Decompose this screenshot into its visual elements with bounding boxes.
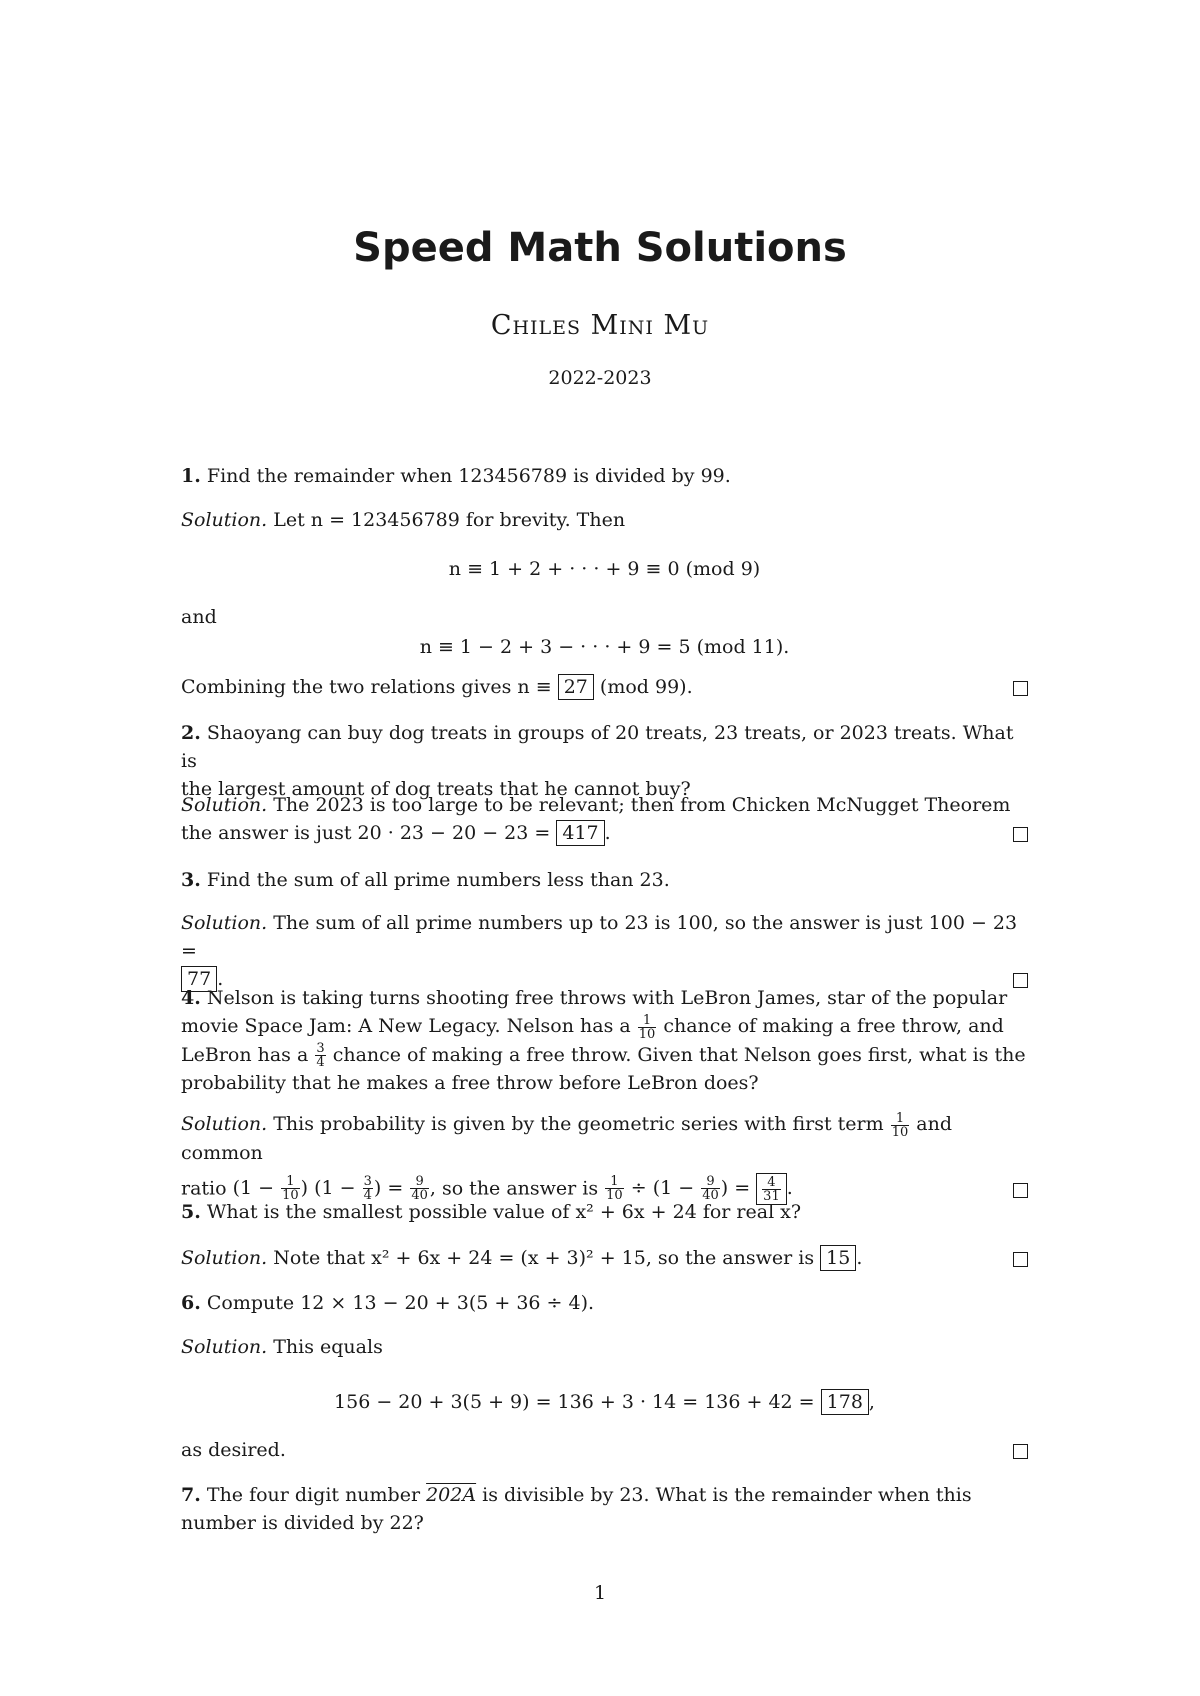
problem-6-solution-intro	[181, 1333, 1028, 1361]
problem-number: 6.	[181, 1292, 201, 1314]
solution-label: Solution.	[181, 912, 268, 934]
problem-4-solution	[181, 1110, 1028, 1205]
solution-text-mid: so the answer is	[441, 1176, 599, 1199]
conclusion-text-post: (mod 99).	[599, 676, 693, 698]
problem-number: 1.	[181, 465, 201, 487]
problem-number: 2.	[181, 722, 201, 744]
solution-text-post: and common	[181, 1113, 953, 1164]
problem-1-question	[181, 462, 1028, 490]
solution-text: Note that x² + 6x + 24 = (x + 3)² + 15, so the answer is	[273, 1247, 815, 1269]
question-text-line2: movie Space Jam: A New Legacy. Nelson has a	[181, 1015, 631, 1037]
answer-box: 15	[820, 1245, 856, 1271]
solution-label: Solution.	[181, 794, 268, 816]
page-number: 1	[593, 1582, 607, 1604]
question-text-line4: probability that he makes a free throw before LeBron does?	[181, 1072, 759, 1094]
qed-square-icon	[1013, 1444, 1028, 1459]
closing-text: as desired.	[181, 1439, 286, 1461]
problem-6-closing	[181, 1436, 1028, 1464]
fraction-one-tenth: $\frac{1}{10}$	[638, 1012, 656, 1042]
author: Chiles Mini Mu	[490, 310, 710, 341]
question-text-line3: LeBron has a	[181, 1043, 309, 1066]
answer-box: 27	[558, 674, 594, 700]
problem-number: 5.	[181, 1201, 201, 1223]
answer-box: 417	[556, 820, 604, 846]
problem-4-question	[181, 984, 1028, 1097]
solution-period: .	[856, 1247, 863, 1269]
question-text-line2: the largest amount of dog treats that he cannot buy?	[181, 778, 691, 800]
fraction-one-tenth: $\frac{1}{10}$	[891, 1110, 909, 1140]
question-text: Find the remainder when 123456789 is divided by 99.	[206, 465, 731, 487]
overline-number: 202A	[426, 1484, 477, 1506]
solution-text: This equals	[273, 1336, 383, 1358]
question-text: Shaoyang can buy dog treats in groups of 20 treats, 23 treats, or 2023 treats. What is	[181, 722, 1014, 772]
problem-7-question	[181, 1481, 1028, 1537]
problem-6-question	[181, 1289, 1028, 1317]
problem-1-display-1: n ≡ 1 + 2 + · · · + 9 ≡ 0 (mod 9)	[448, 558, 761, 580]
solution-period: .	[604, 822, 611, 844]
question-text-line2: number is divided by 22?	[181, 1512, 424, 1534]
fraction-three-quarters: $\frac{3}{4}$	[316, 1041, 325, 1070]
question-text: Find the sum of all prime numbers less than 23.	[206, 869, 670, 891]
solution-text-line2: the answer is just 20 · 23 − 20 − 23 =	[181, 822, 551, 844]
solution-text: Let n = 123456789 for brevity. Then	[273, 509, 626, 531]
problem-5-question	[181, 1198, 1028, 1226]
question-text: The four digit number	[206, 1484, 421, 1506]
question-text-line2-post: chance of making a free throw, and	[663, 1015, 1004, 1037]
answer-box: $\frac{4}{31}$	[756, 1173, 787, 1206]
problem-3-solution	[181, 909, 1028, 993]
question-text: Compute 12 × 13 − 20 + 3(5 + 36 ÷ 4).	[206, 1292, 595, 1314]
problem-3-question	[181, 866, 1028, 894]
problem-1-display-2: n ≡ 1 − 2 + 3 − · · · + 9 = 5 (mod 11).	[419, 636, 790, 658]
problem-6-display	[181, 1388, 1028, 1416]
problem-number: 3.	[181, 869, 201, 891]
problem-2-solution	[181, 791, 1028, 847]
solution-label: Solution.	[181, 509, 268, 531]
qed-square-icon	[1013, 827, 1028, 842]
solution-period: .	[217, 968, 224, 990]
solution-label: Solution.	[181, 1336, 268, 1358]
question-text: Nelson is taking turns shooting free throws with LeBron James, star of the popular	[206, 987, 1008, 1009]
ratio-word: ratio	[181, 1176, 227, 1199]
question-text-post: is divisible by 23. What is the remainder when this	[482, 1484, 972, 1506]
problem-1-solution-intro	[181, 506, 1028, 534]
date: 2022-2023	[548, 367, 652, 389]
answer-box: 178	[821, 1389, 869, 1415]
page-title: Speed Math Solutions	[353, 225, 847, 271]
question-text: What is the smallest possible value of x² + 6x + 24 for real x?	[206, 1201, 802, 1223]
problem-1-and: and	[181, 606, 217, 628]
conclusion-text: Combining the two relations gives n ≡	[181, 676, 552, 698]
solution-label: Solution.	[181, 1247, 268, 1269]
qed-square-icon	[1013, 1183, 1028, 1198]
answer-box: 77	[181, 966, 217, 992]
qed-square-icon	[1013, 1252, 1028, 1267]
problem-1-conclusion	[181, 673, 1028, 701]
solution-text: The 2023 is too large to be relevant; then from Chicken McNugget Theorem	[273, 794, 1011, 816]
problem-number: 7.	[181, 1484, 201, 1506]
qed-square-icon	[1013, 681, 1028, 696]
solution-text: This probability is given by the geometric series with first term	[273, 1113, 884, 1135]
solution-text: The sum of all prime numbers up to 23 is 100, so the answer is just 100 − 23 =	[181, 912, 1018, 962]
answer-expression: $\frac{1}{10}$ ÷ (1 − $\frac{9}{40}$ ) = $\frac{4}{31}$ .	[606, 1174, 793, 1204]
problem-5-solution	[181, 1244, 1028, 1272]
display-equation: 156 − 20 + 3(5 + 9) = 136 + 3 · 14 = 136 + 42 =	[334, 1391, 815, 1413]
problem-number: 4.	[181, 987, 201, 1009]
display-comma: ,	[868, 1391, 875, 1413]
solution-label: Solution.	[181, 1113, 268, 1135]
question-text-line3-post: chance of making a free throw. Given that Nelson goes first, what is the	[332, 1043, 1026, 1066]
ratio-expression: (1 − $\frac{1}{10}$ ) (1 − $\frac{3}{4}$ ) = $\frac{9}{40}$ ,	[232, 1174, 436, 1204]
